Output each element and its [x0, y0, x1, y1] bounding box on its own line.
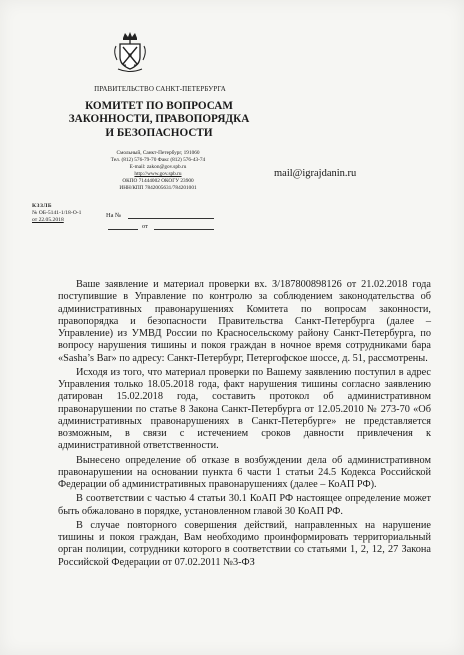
- email-line: E-mail: zakon@gov.spb.ru: [129, 163, 187, 170]
- coat-of-arms-emblem: [108, 30, 152, 74]
- committee-line: ЗАКОННОСТИ, ПРАВОПОРЯДКА: [68, 113, 250, 126]
- body-paragraph: Исходя из того, что материал проверки по Вашему заявлению поступил в адрес Управления только 18.05.2018 года, факт нарушения тишины согласно заявлению датирован 15.02.2018 года, составить протокол об административном правонарушении по статье 8 Закона Санкт-Петербурга от 12.05.2010 № 273-70 «Об административных правонарушениях в Санкт-Петербурге» не представляется возможным, в связи с истечением сроков давности привлечения к административной ответственности.: [58, 366, 431, 452]
- body-paragraph: Ваше заявление и материал проверки вх. З/187800898126 от 21.02.2018 года поступившие в Управление по контролю за соблюдением законодательства об административных правонарушениях Комитета по вопросам законности, правопорядка и безопасности Правительства Санкт-Петербурга (далее – Управление) из УМВД России по Красносельскому району Санкт-Петербурга, по вопросу нарушения тишины и покоя граждан в ночное время сотрудниками бара «Sasha’s Bar» по адресу: Санкт-Петербург, Петергофское шоссе, д. 51, рассмотрены.: [58, 279, 431, 364]
- reply-reference: [108, 210, 218, 232]
- reply-date-line-right: [154, 229, 214, 230]
- okpo-line: ОКПО 71444002 ОКОГУ 23900: [122, 177, 194, 184]
- recipient-email: mail@igrajdanin.ru: [274, 168, 357, 179]
- registration-number: № ОБ-5141-1/18-О-1: [32, 210, 82, 216]
- letter-body: [58, 279, 431, 571]
- reply-number-line: [128, 218, 214, 219]
- reply-date-line-left: [108, 229, 138, 230]
- reply-number-row: [108, 210, 218, 221]
- contact-block: [88, 150, 228, 191]
- body-paragraph: В случае повторного совершения действий, направленных на нарушение тишины и покоя граждан, Вам необходимо проинформировать территориальный орган полиции, сотрудники которого в соответствии со статьями 1, 2, 12, 27 Закона Российской Федерации от 07.02.2011 №3-ФЗ: [58, 519, 431, 568]
- government-name: ПРАВИТЕЛЬСТВО САНКТ-ПЕТЕРБУРГА: [94, 85, 226, 93]
- phone-fax-line: Тел. (812) 576-79-70 Факс (812) 576-43-74: [110, 156, 206, 163]
- website-link[interactable]: http://www.gov.spb.ru: [134, 170, 182, 177]
- committee-name: [64, 100, 254, 140]
- committee-line: И БЕЗОПАСНОСТИ: [105, 126, 213, 139]
- address-line: Смольный, Санкт-Петербург, 191060: [116, 150, 200, 156]
- reply-from-label: от: [142, 223, 148, 230]
- body-paragraph: В соответствии с частью 4 статьи 30.1 КоАП РФ настоящее определение может быть обжаловано в порядке, установленном главой 30 КоАП РФ.: [58, 493, 431, 517]
- body-paragraph: Вынесено определение об отказе в возбуждении дела об административном правонарушении на основании пункта 6 части 1 статьи 24.5 Кодекса Российской Федерации об административных правонарушениях (далее – КоАП РФ).: [58, 454, 431, 490]
- reply-number-label: На №: [106, 212, 122, 219]
- registration-stamp: КЗЗЛБ: [32, 203, 53, 209]
- reply-date-row: [108, 221, 218, 232]
- registration-date: от 22.05.2018: [32, 217, 64, 223]
- registration-block: [32, 203, 102, 224]
- committee-line: КОМИТЕТ ПО ВОПРОСАМ: [85, 100, 233, 112]
- inn-kpp-line: ИНН/КПП 7842005631/784201001: [119, 184, 197, 191]
